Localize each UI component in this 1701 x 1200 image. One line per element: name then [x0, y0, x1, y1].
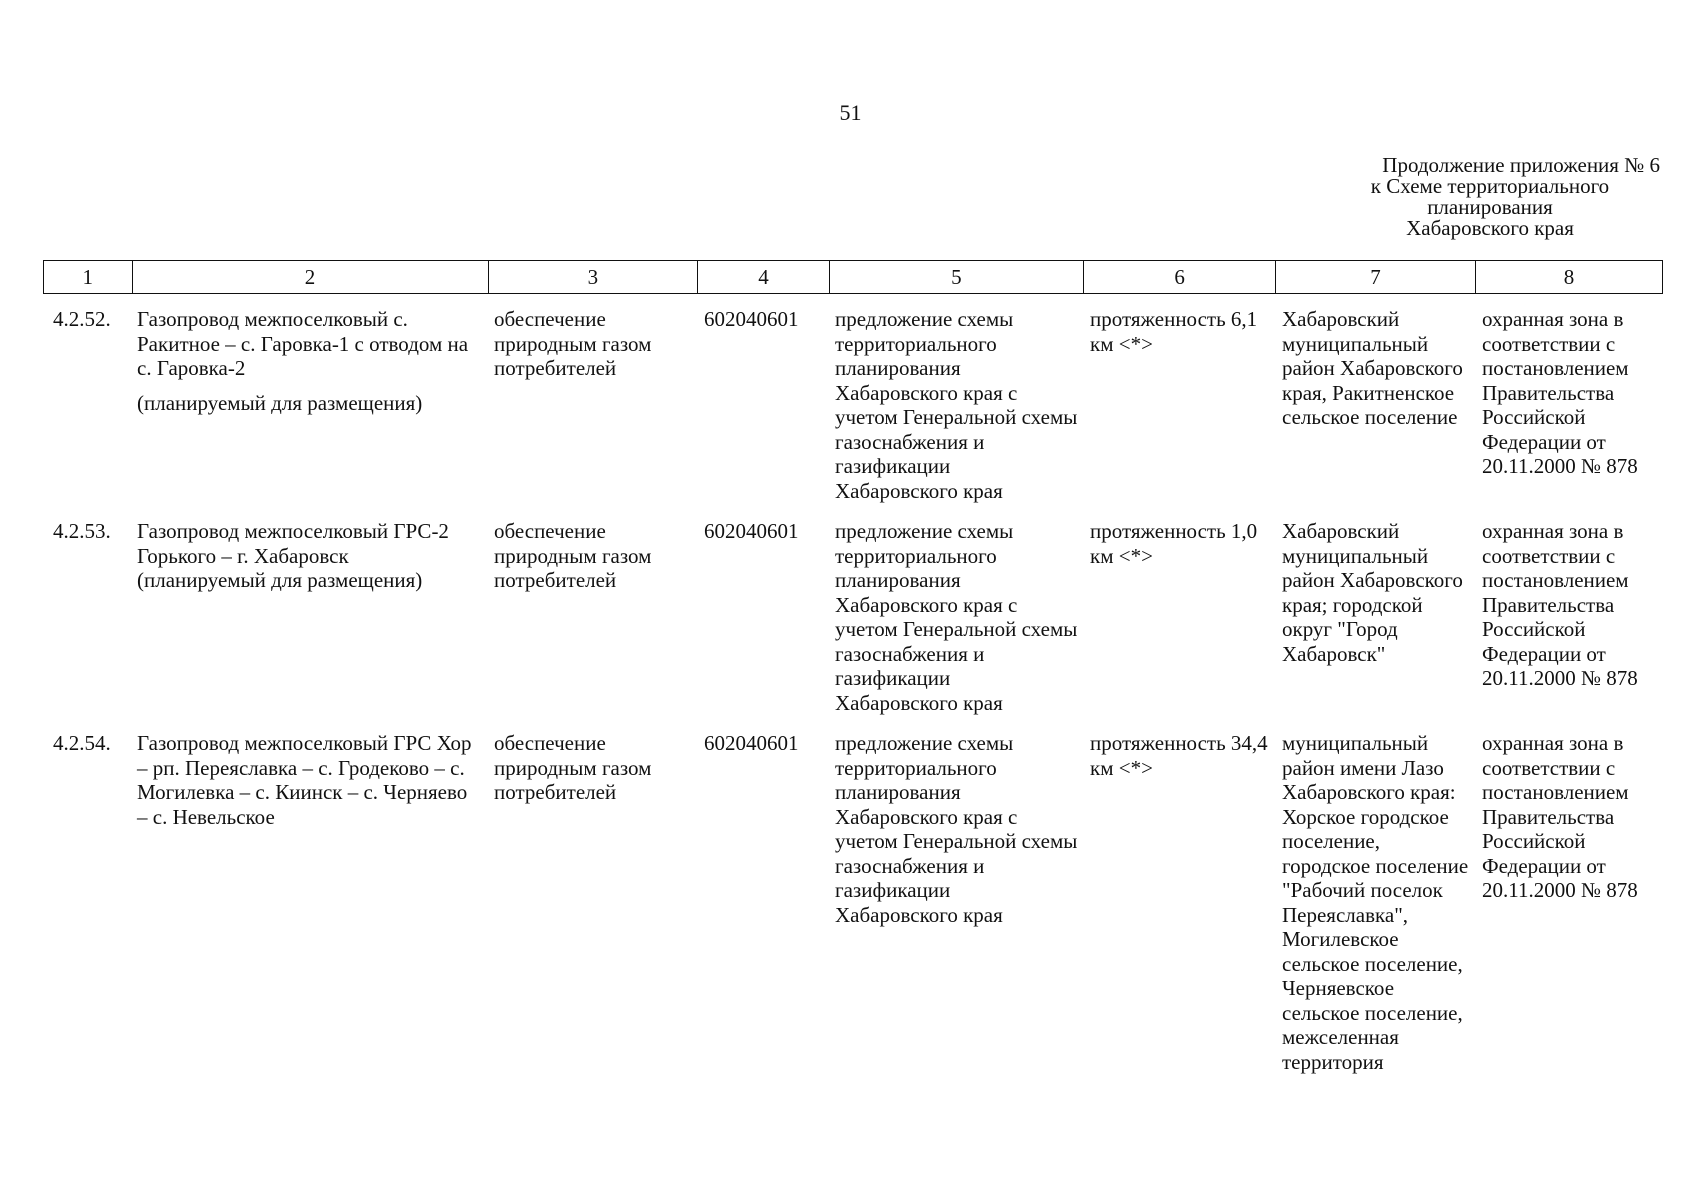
row-number: 4.2.53. — [53, 519, 111, 543]
appendix-line-2: к Схеме территориального — [1370, 174, 1610, 198]
page-number: 51 — [839, 100, 862, 125]
object-zone: охранная зона в соответствии с постановлением Правительства Российской Федерации от 20.11.2000 № 878 — [1482, 307, 1638, 478]
object-characteristics: протяженность 34,4 км <*> — [1090, 731, 1268, 780]
object-code: 602040601 — [704, 731, 799, 755]
object-name-text: Газопровод межпоселковый с. Ракитное – с. Гаровка-1 с отводом на с. Гаровка-2 — [137, 307, 469, 380]
object-basis: предложение схемы территориального планирования Хабаровского края с учетом Генеральной схемы газоснабжения и газификации Хабаровского края — [835, 731, 1078, 927]
object-code: 602040601 — [704, 307, 799, 331]
object-name: Газопровод межпоселковый ГРС-2 Горького – г. Хабаровск (планируемый для размещения) — [137, 519, 449, 592]
table-row — [43, 729, 1663, 1074]
object-location: Хабаровский муниципальный район Хабаровского края, Ракитненское сельское поселение — [1282, 307, 1463, 429]
appendix-line-1: Продолжение приложения № 6 — [1382, 153, 1660, 177]
header-row — [44, 261, 1663, 294]
header-col-7: 7 — [1276, 261, 1476, 294]
appendix-line-3: планирования — [1427, 195, 1553, 219]
object-name — [131, 305, 488, 503]
header-col-6: 6 — [1084, 261, 1276, 294]
header-col-5: 5 — [829, 261, 1084, 294]
object-basis: предложение схемы территориального планирования Хабаровского края с учетом Генеральной схемы газоснабжения и газификации Хабаровского края — [835, 307, 1078, 503]
object-name: Газопровод межпоселковый ГРС Хор – рп. Переяславка – с. Гродеково – с. Могилевка – с. Киинск – с. Черняево – с. Невельское — [137, 731, 472, 829]
object-zone: охранная зона в соответствии с постановлением Правительства Российской Федерации от 20.11.2000 № 878 — [1482, 519, 1638, 690]
header-col-4: 4 — [698, 261, 829, 294]
table-body — [43, 305, 1663, 1088]
object-basis: предложение схемы территориального планирования Хабаровского края с учетом Генеральной схемы газоснабжения и газификации Хабаровского края — [835, 519, 1078, 715]
object-purpose: обеспечение природным газом потребителей — [494, 519, 652, 592]
object-location: Хабаровский муниципальный район Хабаровского края; городской округ "Город Хабаровск" — [1282, 519, 1463, 666]
appendix-line-4: Хабаровского края — [1406, 216, 1574, 240]
header-col-8: 8 — [1475, 261, 1662, 294]
column-header-table — [43, 260, 1663, 294]
object-purpose: обеспечение природным газом потребителей — [494, 731, 652, 804]
object-location: муниципальный район имени Лазо Хабаровского края: Хорское городское поселение, городское поселение "Рабочий поселок Переяславка", Могилевское сельское поселение, Черняевское сельское поселение, межселенная территория — [1282, 731, 1469, 1074]
row-number: 4.2.54. — [53, 731, 111, 755]
object-name-note: (планируемый для размещения) — [137, 390, 423, 415]
table-row — [43, 517, 1663, 715]
header-col-1: 1 — [44, 261, 133, 294]
object-characteristics: протяженность 6,1 км <*> — [1090, 307, 1258, 356]
appendix-heading — [1280, 155, 1700, 239]
object-code: 602040601 — [704, 519, 799, 543]
header-col-2: 2 — [132, 261, 488, 294]
object-characteristics: протяженность 1,0 км <*> — [1090, 519, 1258, 568]
row-number: 4.2.52. — [53, 307, 111, 331]
header-col-3: 3 — [488, 261, 698, 294]
object-purpose: обеспечение природным газом потребителей — [494, 307, 652, 380]
table-row — [43, 305, 1663, 503]
object-zone: охранная зона в соответствии с постановлением Правительства Российской Федерации от 20.11.2000 № 878 — [1482, 731, 1638, 902]
